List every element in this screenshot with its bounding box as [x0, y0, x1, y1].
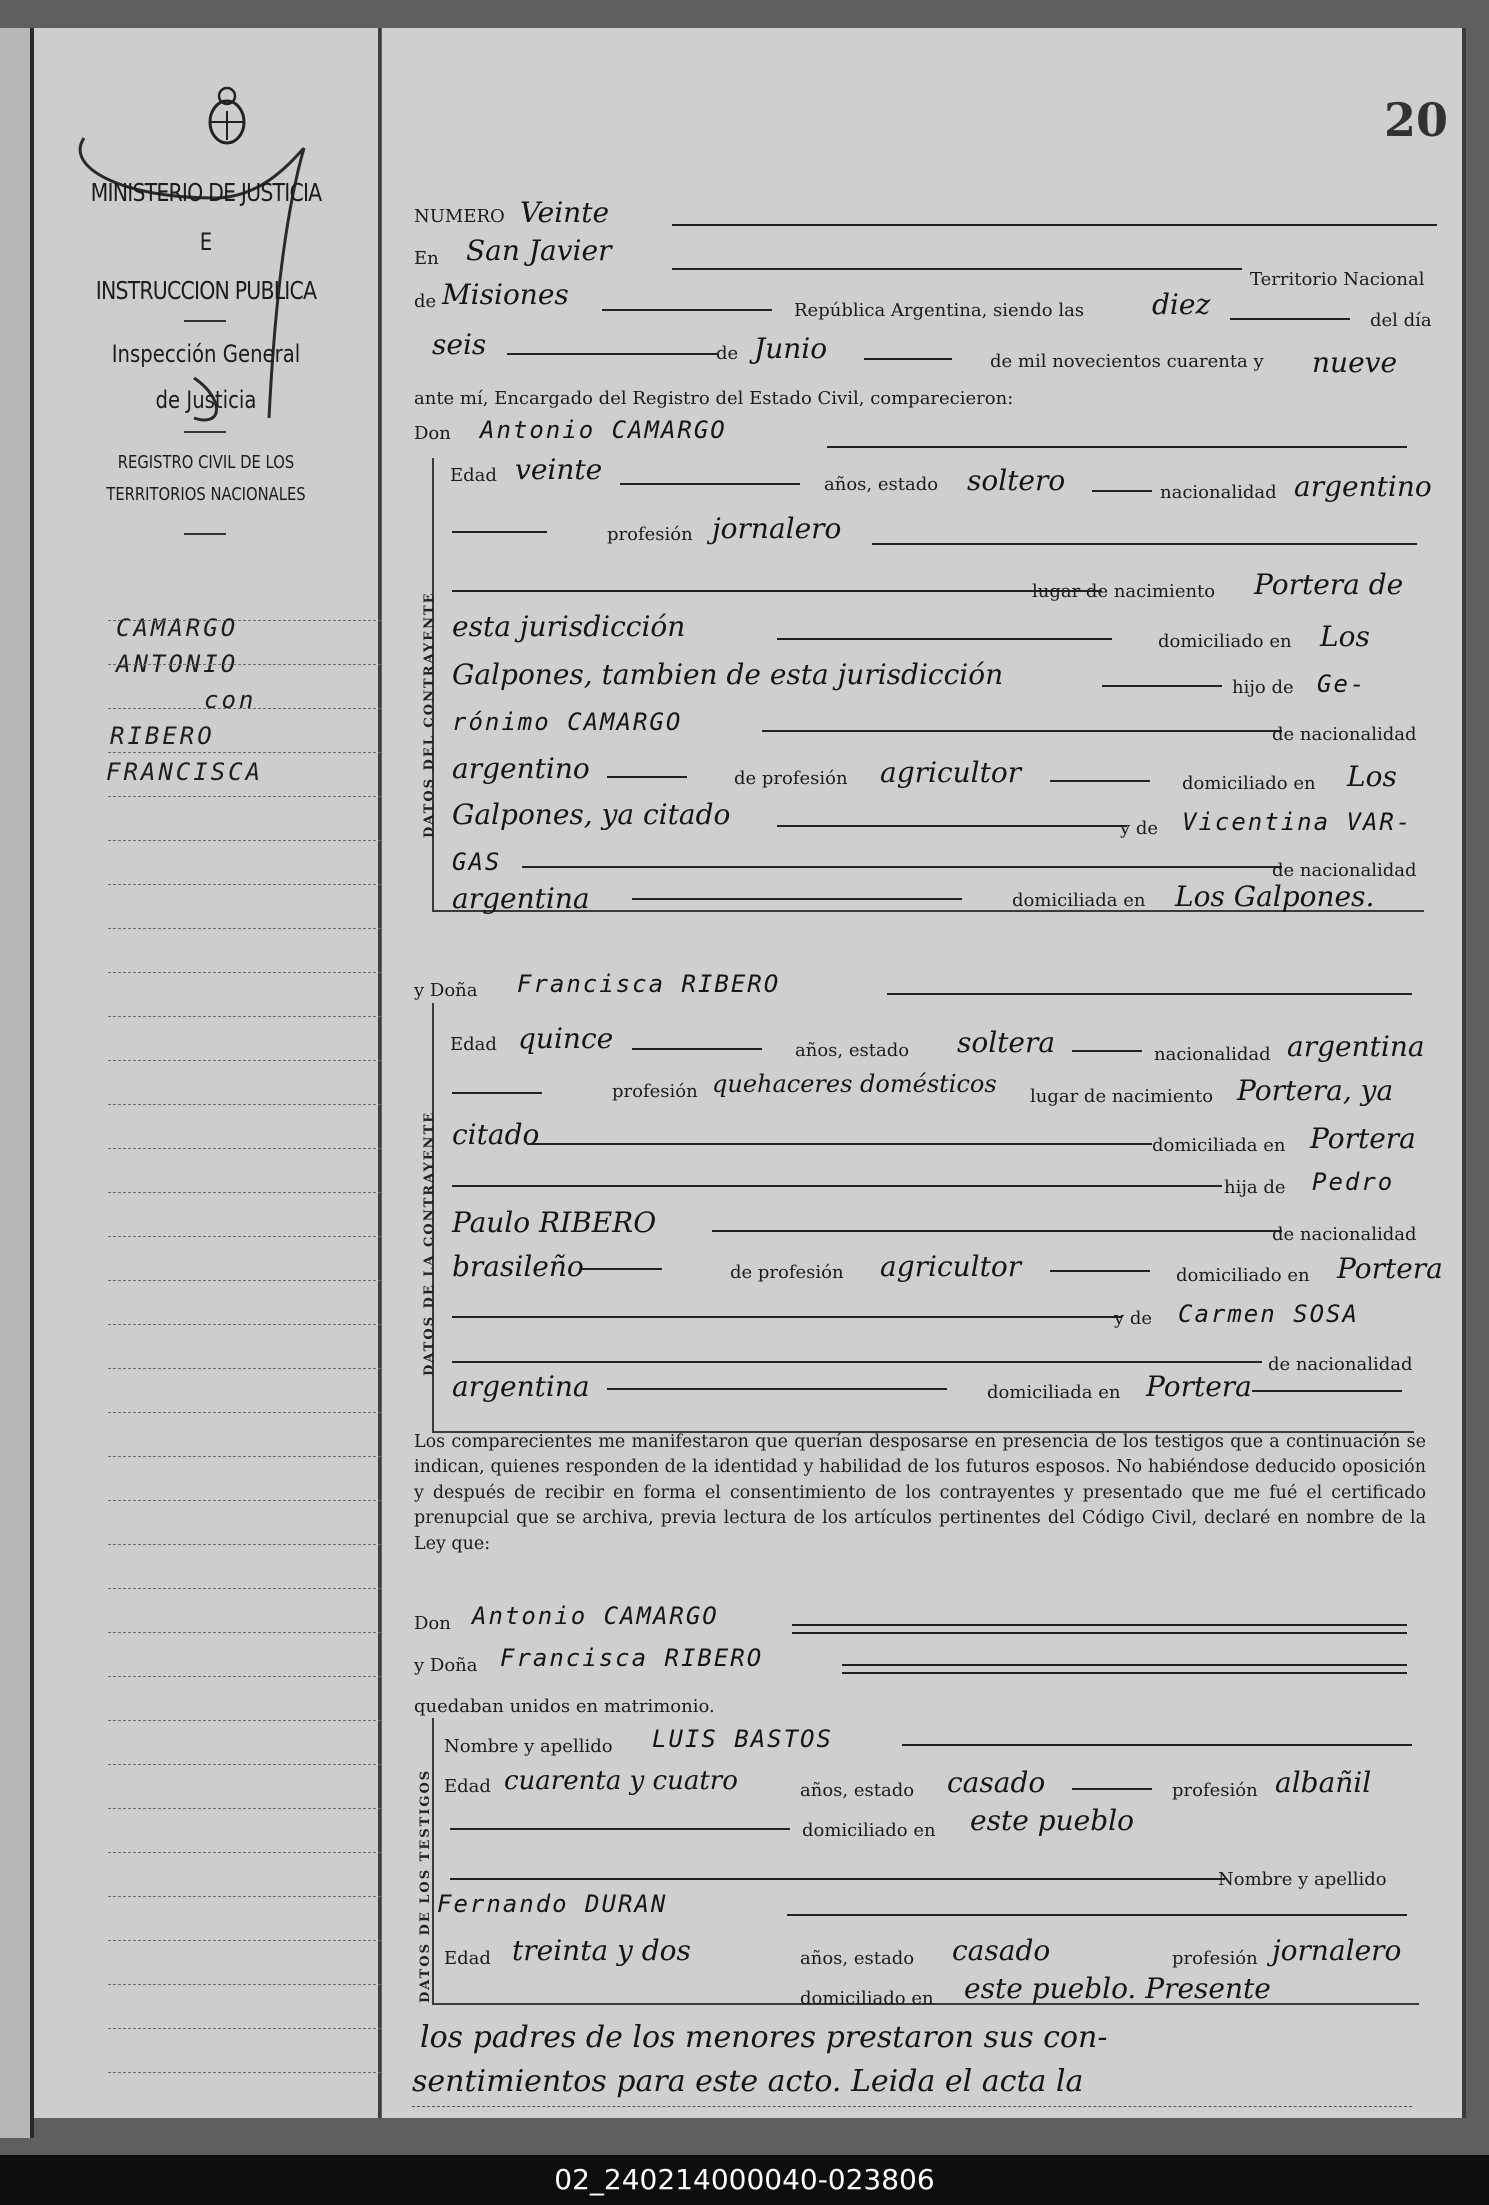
field-t1-dom: este pueblo [970, 1804, 1134, 1837]
margin-column [34, 28, 381, 2118]
rule [887, 993, 1412, 995]
inspection-line1: Inspección General [111, 340, 301, 368]
field-domicilio-b: Portera [1310, 1122, 1416, 1155]
label-edad: Edad [444, 1776, 491, 1797]
label-edad: Edad [450, 1034, 497, 1055]
field-hijo-de: Ge- [1317, 670, 1367, 698]
rule [620, 483, 800, 485]
margin-rule [108, 1764, 396, 1765]
margin-rule [108, 1148, 396, 1149]
field-hija-de: Pedro [1312, 1168, 1395, 1196]
field-padre-b-prof: agricultor [880, 1250, 1022, 1283]
margin-rule [108, 1896, 396, 1897]
label-y-de: y de [1120, 818, 1159, 839]
rule [1072, 1050, 1142, 1052]
rule [1072, 1788, 1152, 1790]
rule [452, 590, 1102, 592]
rule [842, 1664, 1407, 1666]
field-madre: Vicentina VAR- [1182, 808, 1413, 836]
rule [1252, 1390, 1402, 1392]
label-y-de: y de [1114, 1308, 1153, 1329]
label-anos-estado: años, estado [824, 474, 939, 495]
label-nombre-apellido: Nombre y apellido [1218, 1869, 1387, 1890]
field-padre: rónimo CAMARGO [452, 708, 683, 736]
margin-name: ANTONIO [116, 650, 239, 678]
legal-paragraph: Los comparecientes me manifestaron que querían desposarse en presencia de los testigos que a continuación se indican, quienes responden de la identidad y habilidad de los futuros esposos. No habiéndose deducido oposición y después de recibir en forma el consentimiento de los contrayentes y presentado que me fué el certificado prenupcial que se archiva, previa lectura de los artículos pertinentes del Código Civil, declaré en nombre de la Ley que: [414, 1432, 1426, 1554]
note-line2: sentimientos para este acto. Leida el acta la [412, 2064, 1084, 2099]
field-testigo1: LUIS BASTOS [652, 1725, 833, 1753]
record-sheet [382, 28, 1466, 2118]
rule [842, 1672, 1407, 1674]
field-nacionalidad2: argentina [1287, 1030, 1425, 1063]
rule [607, 1388, 947, 1390]
field-estado: soltero [967, 464, 1066, 497]
margin-rule [108, 1500, 396, 1501]
field-padre-dom: Los [1347, 760, 1397, 793]
margin-rule [108, 2072, 396, 2073]
label-profesion: profesión [607, 524, 693, 545]
label-en: En [414, 248, 439, 269]
margin-rule [108, 884, 396, 885]
rule [582, 1268, 662, 1270]
label-edad: Edad [444, 1948, 491, 1969]
field-don: Antonio CAMARGO [480, 416, 727, 444]
field-lugar-nac-b: Portera, ya [1237, 1074, 1394, 1107]
rule [507, 353, 717, 355]
margin-rule [108, 972, 396, 973]
field-profesion: jornalero [712, 512, 842, 545]
margin-rule [108, 620, 396, 621]
page-number: 20 [1384, 93, 1449, 147]
ministry-line3: INSTRUCCION PUBLICA [95, 276, 317, 305]
margin-name: RIBERO [110, 722, 215, 750]
rule [792, 1624, 1407, 1626]
rule [827, 446, 1407, 448]
label-lugar-nacimiento: lugar de nacimiento [1030, 1086, 1214, 1107]
margin-rule [108, 1192, 396, 1193]
label-unidos: quedaban unidos en matrimonio. [414, 1696, 715, 1717]
label-profesion: profesión [1172, 1948, 1258, 1969]
label-de-nacionalidad: de nacionalidad [1272, 1224, 1417, 1245]
margin-rule [108, 752, 396, 753]
label-don: Don [414, 423, 451, 444]
margin-name: FRANCISCA [106, 758, 264, 786]
rule [787, 1914, 1407, 1916]
margin-rule [108, 1544, 396, 1545]
field-t2-estado: casado [952, 1934, 1051, 1967]
margin-rule [108, 708, 396, 709]
label-domiciliado: domiciliado en [1176, 1265, 1310, 1286]
field-dona-final: Francisca RIBERO [500, 1644, 764, 1672]
field-mes: Junio [754, 332, 828, 365]
field-estado2: soltera [957, 1026, 1056, 1059]
header-divider [184, 533, 226, 535]
label-domiciliado: domiciliado en [1158, 631, 1292, 652]
field-profesion2: quehaceres domésticos [712, 1070, 997, 1098]
field-lugar-nac2: esta jurisdicción [452, 610, 686, 643]
rule [450, 1878, 1225, 1880]
registry-line1: REGISTRO CIVIL DE LOS [117, 452, 295, 473]
header-divider [184, 320, 226, 322]
margin-rule [108, 1720, 396, 1721]
label-ante: ante mí, Encargado del Registro del Estado Civil, comparecieron: [414, 388, 1014, 409]
label-nacionalidad: nacionalidad [1154, 1044, 1271, 1065]
margin-rule [108, 840, 396, 841]
margin-rule [108, 1808, 396, 1809]
margin-name: con [204, 686, 257, 714]
margin-rule [108, 2028, 396, 2029]
rule [412, 2106, 1412, 2107]
field-padre-b: Paulo RIBERO [452, 1206, 657, 1239]
margin-rule [108, 1984, 396, 1985]
margin-rule [108, 664, 396, 665]
margin-rule [108, 1632, 396, 1633]
inspection-line2: de Justicia [155, 386, 257, 414]
field-padre-b-dom: Portera [1337, 1252, 1443, 1285]
rule [452, 531, 547, 533]
label-de-profesion: de profesión [730, 1262, 844, 1283]
previous-page-edge [0, 28, 34, 2138]
label-de-nacionalidad: de nacionalidad [1272, 860, 1417, 881]
field-madre-b: Carmen SOSA [1178, 1300, 1359, 1328]
label-hijo-de: hijo de [1232, 677, 1294, 698]
label-y-dona: y Doña [414, 980, 478, 1001]
field-lugar: San Javier [466, 234, 612, 267]
field-dia: seis [432, 328, 487, 361]
field-padre-b-nac: brasileño [452, 1250, 584, 1283]
rule [777, 825, 1127, 827]
label-domiciliado: domiciliado en [802, 1820, 936, 1841]
ministry-line1: MINISTERIO DE JUSTICIA [90, 178, 322, 207]
field-t2-prof: jornalero [1272, 1934, 1402, 1967]
margin-rule [108, 1060, 396, 1061]
margin-rule [108, 1280, 396, 1281]
rule [1230, 318, 1350, 320]
label-profesion: profesión [1172, 1780, 1258, 1801]
label-nombre-apellido: Nombre y apellido [444, 1736, 613, 1757]
field-madre-nac: argentina [452, 882, 590, 915]
field-don-final: Antonio CAMARGO [472, 1602, 719, 1630]
label-domiciliado: domiciliado en [800, 1988, 934, 2009]
rule [872, 543, 1417, 545]
margin-rule [108, 1236, 396, 1237]
field-padre-dom2: Galpones, ya citado [452, 798, 731, 831]
margin-rule [108, 1324, 396, 1325]
rule [632, 898, 962, 900]
label-republica: República Argentina, siendo las [794, 300, 1085, 321]
rule [632, 1048, 762, 1050]
rule [1050, 1270, 1150, 1272]
rule [712, 1230, 1282, 1232]
field-t1-prof: albañil [1275, 1766, 1372, 1799]
field-lugar-nac: Portera de [1254, 568, 1404, 601]
field-madre2: GAS [452, 848, 502, 876]
label-profesion: profesión [612, 1081, 698, 1102]
margin-rule [108, 1104, 396, 1105]
label-edad: Edad [450, 465, 497, 486]
rule [522, 866, 1282, 868]
ministry-line2: E [199, 228, 213, 256]
field-madre-b-nac: argentina [452, 1370, 590, 1403]
margin-rule [108, 1588, 396, 1589]
rule [452, 1316, 1122, 1318]
label-hija-de: hija de [1224, 1177, 1286, 1198]
label-numero: NUMERO [414, 206, 505, 227]
registry-line2: TERRITORIOS NACIONALES [106, 484, 306, 505]
rule [602, 309, 772, 311]
margin-rule [108, 1412, 396, 1413]
label-anos-estado: años, estado [800, 1948, 915, 1969]
label-de-profesion: de profesión [734, 768, 848, 789]
label-de-nacionalidad: de nacionalidad [1268, 1354, 1413, 1375]
rule [1050, 780, 1150, 782]
field-lugar-nac-b2: citado [452, 1118, 540, 1151]
pen-mark [44, 98, 384, 428]
margin-name: CAMARGO [116, 614, 239, 642]
rule [1092, 490, 1152, 492]
field-padre-prof: agricultor [880, 756, 1022, 789]
field-nacionalidad: argentino [1294, 470, 1432, 503]
margin-rule [108, 1456, 396, 1457]
field-padre-nac: argentino [452, 752, 590, 785]
field-t1-estado: casado [947, 1766, 1046, 1799]
label-y-dona: y Doña [414, 1655, 478, 1676]
margin-rule [108, 1016, 396, 1017]
margin-rule [108, 1676, 396, 1677]
rule [527, 1143, 1152, 1145]
rule [452, 1361, 1262, 1363]
field-territorio: Misiones [442, 278, 569, 311]
field-domicilio2: Galpones, tambien de esta jurisdicción [452, 658, 1004, 691]
margin-rule [108, 796, 396, 797]
label-anos-estado: años, estado [795, 1040, 910, 1061]
rule [672, 268, 1242, 270]
section-label-contrayente: DATOS DE LA CONTRAYENTE [422, 1110, 437, 1376]
header-divider [184, 431, 226, 433]
label-de-mes: de [716, 343, 739, 364]
field-testigo2: Fernando DURAN [437, 1890, 668, 1918]
label-del-dia: del día [1370, 310, 1432, 331]
label-anos-estado: años, estado [800, 1780, 915, 1801]
rule [902, 1744, 1412, 1746]
label-domiciliada: domiciliada en [1152, 1135, 1286, 1156]
rule [762, 730, 1282, 732]
label-de-mil: de mil novecientos cuarenta y [990, 351, 1264, 372]
field-t2-edad: treinta y dos [512, 1934, 691, 1967]
label-domiciliado: domiciliado en [1182, 773, 1316, 794]
label-lugar-nacimiento: lugar de nacimiento [1032, 581, 1216, 602]
margin-rule [108, 928, 396, 929]
field-dona: Francisca RIBERO [517, 970, 781, 998]
label-don: Don [414, 1613, 451, 1634]
rule [777, 638, 1112, 640]
field-anio: nueve [1312, 346, 1398, 379]
rule [450, 1828, 790, 1830]
rule [452, 1185, 1222, 1187]
field-t1-edad: cuarenta y cuatro [504, 1766, 738, 1796]
rule [452, 1092, 542, 1094]
rule [672, 224, 1437, 226]
margin-rule [108, 1940, 396, 1941]
note-line1: los padres de los menores prestaron sus con- [420, 2020, 1108, 2055]
label-domiciliada: domiciliada en [987, 1382, 1121, 1403]
section-label-testigos: DATOS DE LOS TESTIGOS [418, 1768, 433, 2003]
label-de: de [414, 291, 437, 312]
field-hora: diez [1152, 288, 1211, 321]
margin-rule [108, 1368, 396, 1369]
field-madre-dom: Los Galpones. [1175, 880, 1375, 913]
field-edad: veinte [515, 453, 603, 486]
rule [1102, 685, 1222, 687]
field-edad2: quince [518, 1022, 614, 1055]
margin-rule [108, 1852, 396, 1853]
field-t2-dom: este pueblo. Presente [964, 1972, 1271, 2005]
field-numero: Veinte [520, 196, 610, 229]
image-caption: 02_240214000040-023806 [554, 2163, 935, 2196]
label-de-nacionalidad: de nacionalidad [1272, 724, 1417, 745]
rule [864, 358, 952, 360]
field-domicilio: Los [1320, 620, 1370, 653]
field-madre-b-dom: Portera [1146, 1370, 1252, 1403]
section-label-contrayente: DATOS DEL CONTRAYENTE [422, 591, 437, 838]
label-nacionalidad: nacionalidad [1160, 482, 1277, 503]
rule [607, 776, 687, 778]
label-domiciliada: domiciliada en [1012, 890, 1146, 911]
label-territorio: Territorio Nacional [1250, 269, 1425, 290]
rule [792, 1632, 1407, 1634]
